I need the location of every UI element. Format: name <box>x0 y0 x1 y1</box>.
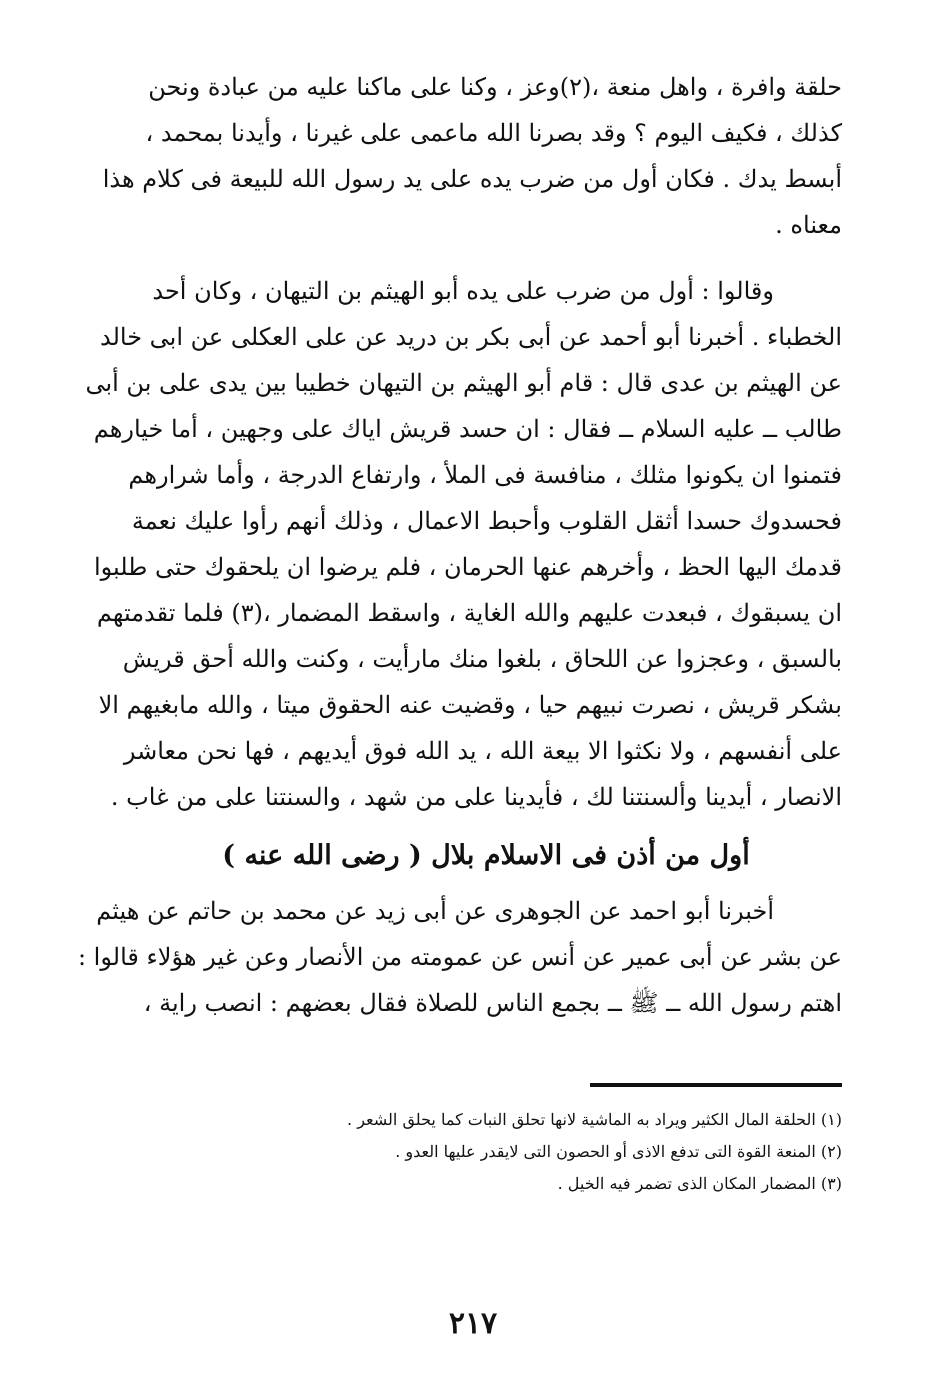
paragraph-continuation <box>102 64 842 248</box>
text-line: أبسط يدك . فكان أول من ضرب يده على يد رسول الله للبيعة فى كلام هذا <box>102 165 842 193</box>
text-line: فحسدوك حسدا أثقل القلوب وأحبط الاعمال ، وذلك أنهم رأوا عليك نعمة <box>131 507 842 535</box>
text-line: الانصار ، أيدينا وألسنتنا لك ، فأيدينا على من شهد ، والسنتنا على من غاب . <box>110 783 842 811</box>
footnote: (١) الحلقة المال الكثير ويراد به الماشية لانها تحلق النبات كما يحلق الشعر . <box>347 1110 842 1129</box>
text-line: حلقة وافرة ، واهل منعة ،(٢)وعز ، وكنا على ماكنا عليه من عبادة ونحن <box>148 73 842 101</box>
footnote: (٣) المضمار المكان الذى تضمر فيه الخيل . <box>557 1174 842 1193</box>
text-line: بشكر قريش ، نصرت نبيهم حيا ، وقضيت عنه الحقوق ميتا ، والله مابغيهم الا <box>98 691 842 719</box>
page-number: ٢١٧ <box>448 1306 498 1341</box>
text-line: على أنفسهم ، ولا نكثوا الا بيعة الله ، يد الله فوق أيديهم ، فها نحن معاشر <box>123 737 842 765</box>
paragraph-bilal <box>77 888 842 1026</box>
text-line: عن بشر عن أبى عمير عن أنس عن عمومته من الأنصار وعن غير هؤلاء قالوا : <box>77 943 842 971</box>
section-heading: أول من أذن فى الاسلام بلال ( رضى الله عنه ) <box>222 840 750 871</box>
text-line: كذلك ، فكيف اليوم ؟ وقد بصرنا الله ماعمى على غيرنا ، وأيدنا بمحمد ، <box>145 119 842 147</box>
text-line: عن الهيثم بن عدى قال : قام أبو الهيثم بن التيهان خطيبا بين يدى على بن أبى <box>85 369 842 397</box>
text-line: بالسبق ، وعجزوا عن اللحاق ، بلغوا منك مارأيت ، وكنت والله أحق قريش <box>122 645 842 673</box>
text-line: طالب ــ عليه السلام ــ فقال : ان حسد قريش اياك على وجهين ، أما خيارهم <box>93 415 842 443</box>
footnote: (٢) المنعة القوة التى تدفع الاذى أو الحصون التى لايقدر عليها العدو . <box>395 1142 842 1161</box>
text-line: اهتم رسول الله ــ ﷺ ــ بجمع الناس للصلاة فقال بعضهم : انصب راية ، <box>143 989 842 1017</box>
text-line: وقالوا : أول من ضرب على يده أبو الهيثم بن التيهان ، وكان أحد <box>152 277 774 305</box>
footnote-divider <box>590 1083 842 1087</box>
paragraph-abu-al-haytham <box>85 268 842 820</box>
text-line: ان يسبقوك ، فبعدت عليهم والله الغاية ، واسقط المضمار ،(٣) فلما تقدمتهم <box>96 599 842 627</box>
footnotes <box>130 1104 842 1200</box>
text-line: قدمك اليها الحظ ، وأخرهم عنها الحرمان ، فلم يرضوا ان يلحقوك حتى طلبوا <box>93 553 842 581</box>
text-line: فتمنوا ان يكونوا مثلك ، منافسة فى الملأ ، وارتفاع الدرجة ، وأما شرارهم <box>128 461 842 489</box>
text-line: معناه . <box>775 211 842 239</box>
text-line: أخبرنا أبو احمد عن الجوهرى عن أبى زيد عن محمد بن حاتم عن هيثم <box>96 897 774 925</box>
text-line: الخطباء . أخبرنا أبو أحمد عن أبى بكر بن دريد عن على العكلى عن ابى خالد <box>99 323 842 351</box>
